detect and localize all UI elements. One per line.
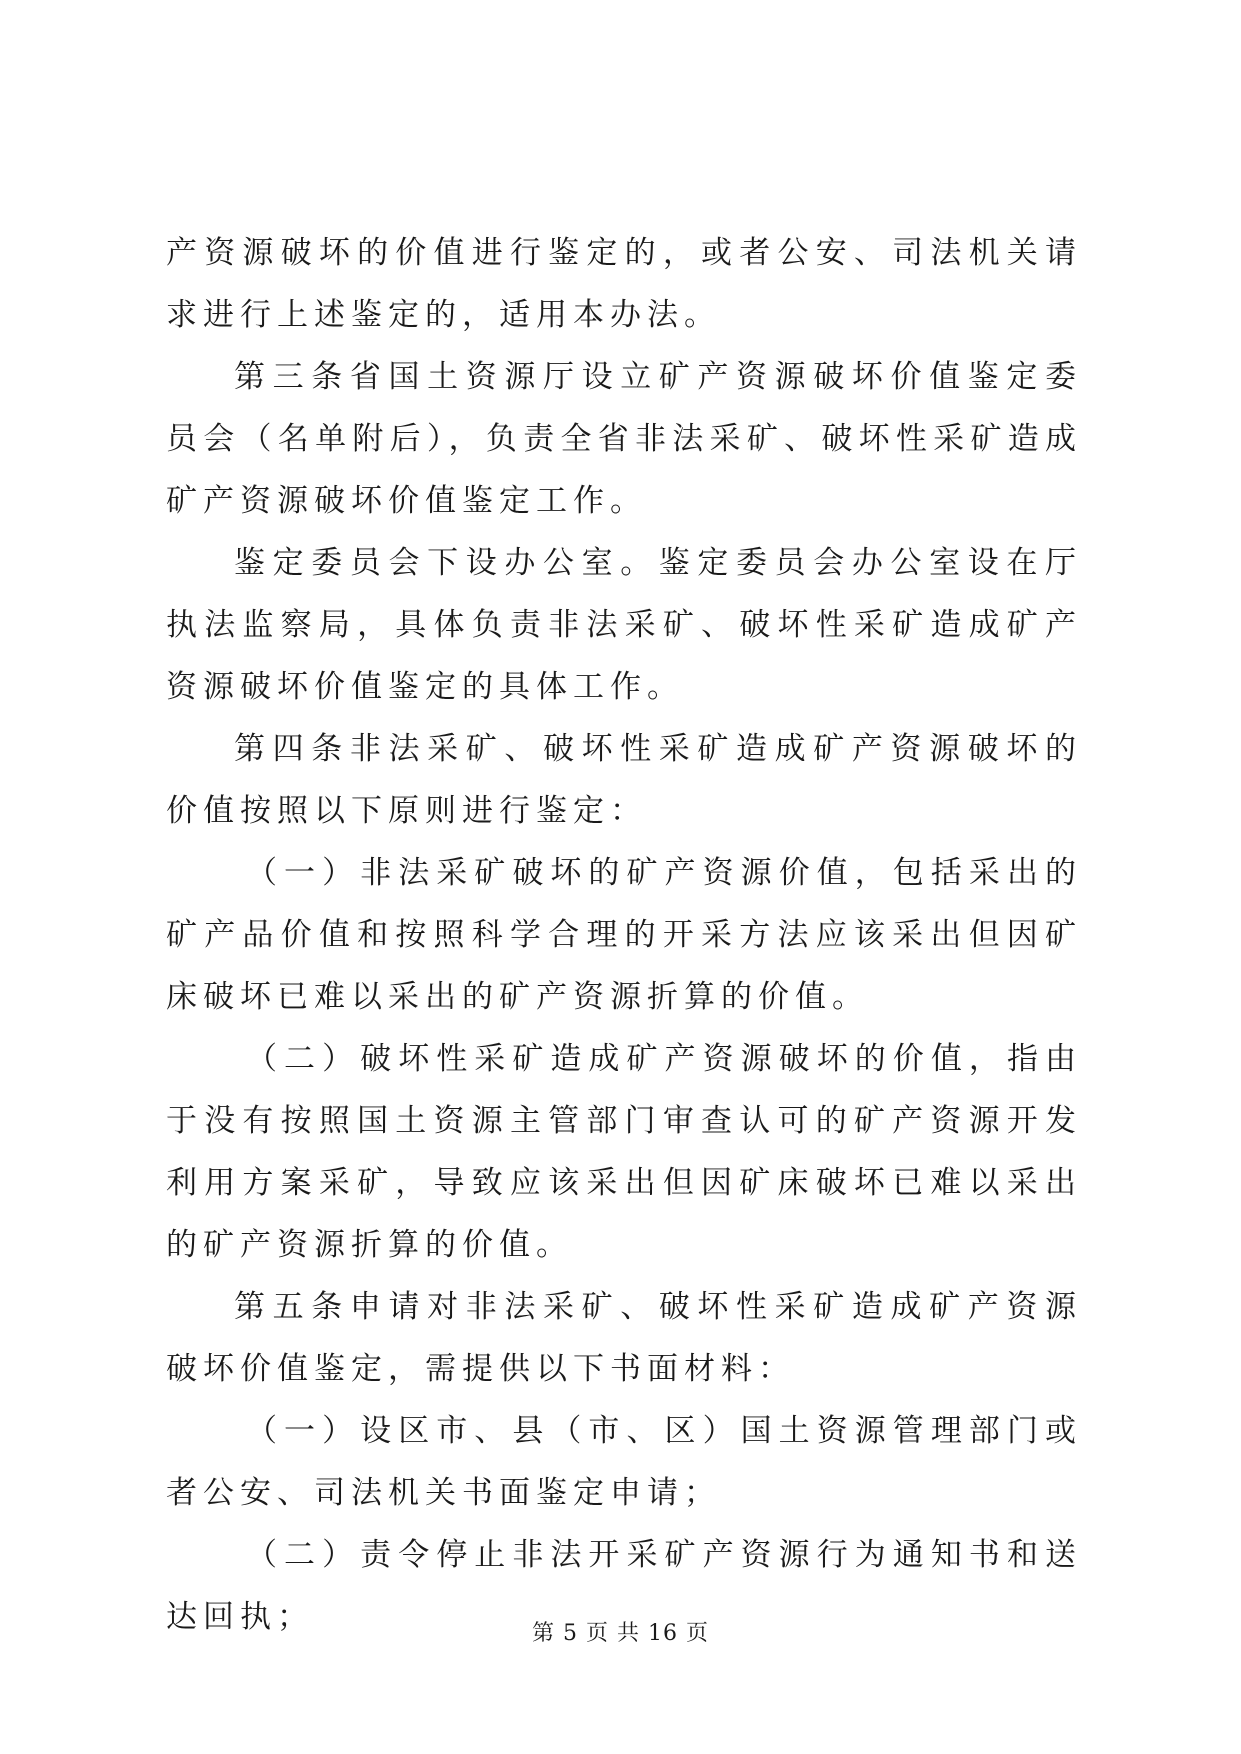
paragraph-article-4-item-2: （二）破坏性采矿造成矿产资源破坏的价值，指由于没有按照国土资源主管部门审查认可的矿产资源开发利用方案采矿，导致应该采出但因矿床破坏已难以采出的矿产资源折算的价值。 <box>166 1041 1082 1263</box>
paragraph-article-3: 第三条省国土资源厅设立矿产资源破坏价值鉴定委员会（名单附后），负责全省非法采矿、破坏性采矿造成矿产资源破坏价值鉴定工作。 <box>166 359 1082 519</box>
paragraph-article-4: 第四条非法采矿、破坏性采矿造成矿产资源破坏的价值按照以下原则进行鉴定： <box>166 731 1082 829</box>
document-body <box>166 222 1082 1648</box>
paragraph-article-4-item-1: （一）非法采矿破坏的矿产资源价值，包括采出的矿产品价值和按照科学合理的开采方法应该采出但因矿床破坏已难以采出的矿产资源折算的价值。 <box>166 855 1082 1015</box>
paragraph-article-5-item-1: （一）设区市、县（市、区）国土资源管理部门或者公安、司法机关书面鉴定申请； <box>166 1413 1082 1511</box>
paragraph-continuation: 产资源破坏的价值进行鉴定的，或者公安、司法机关请求进行上述鉴定的，适用本办法。 <box>166 235 1082 333</box>
page-number-footer: 第 5 页 共 16 页 <box>532 1621 709 1646</box>
paragraph-article-5-item-2: （二）责令停止非法开采矿产资源行为通知书和送达回执； <box>166 1537 1082 1635</box>
paragraph-article-5: 第五条申请对非法采矿、破坏性采矿造成矿产资源破坏价值鉴定，需提供以下书面材料： <box>166 1289 1082 1387</box>
paragraph-office: 鉴定委员会下设办公室。鉴定委员会办公室设在厅执法监察局，具体负责非法采矿、破坏性采矿造成矿产资源破坏价值鉴定的具体工作。 <box>166 545 1082 705</box>
